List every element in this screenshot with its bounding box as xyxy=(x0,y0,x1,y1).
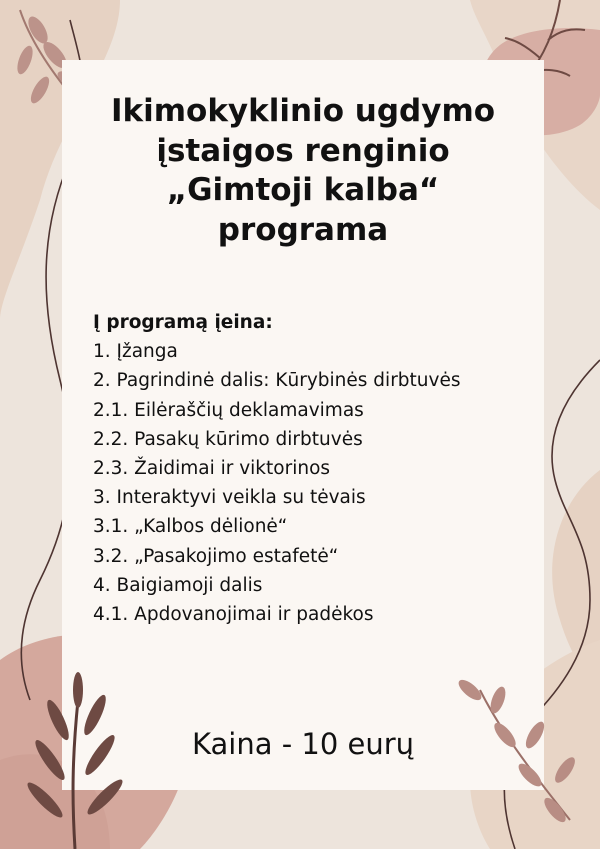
list-item: 1. Įžanga xyxy=(93,341,178,363)
list-item: 2.3. Žaidimai ir viktorinos xyxy=(93,458,331,480)
list-item: 3. Interaktyvi veikla su tėvais xyxy=(93,487,366,509)
title-line-4: programa xyxy=(217,211,389,248)
title-line-3: „Gimtoji kalba“ xyxy=(166,172,440,208)
title-line-1: Ikimokyklinio ugdymo xyxy=(110,93,496,129)
list-item: 4. Baigiamoji dalis xyxy=(93,574,263,596)
list-item: 2. Pagrindinė dalis: Kūrybinės dirbtuvės xyxy=(93,370,461,392)
title-line-2: įstaigos renginio xyxy=(156,132,450,169)
list-item: 3.1. „Kalbos dėlionė“ xyxy=(93,516,288,538)
program-list xyxy=(93,337,461,629)
program-heading: Į programą įeina: xyxy=(93,312,273,333)
price-label: Kaina - 10 eurų xyxy=(191,727,415,761)
list-item: 2.2. Pasakų kūrimo dirbtuvės xyxy=(93,428,363,450)
page-title xyxy=(62,92,544,250)
list-item: 2.1. Eilėraščių deklamavimas xyxy=(93,399,364,421)
list-item: 3.2. „Pasakojimo estafetė“ xyxy=(93,545,339,567)
list-item: 4.1. Apdovanojimai ir padėkos xyxy=(93,604,374,626)
program-section xyxy=(93,308,461,629)
